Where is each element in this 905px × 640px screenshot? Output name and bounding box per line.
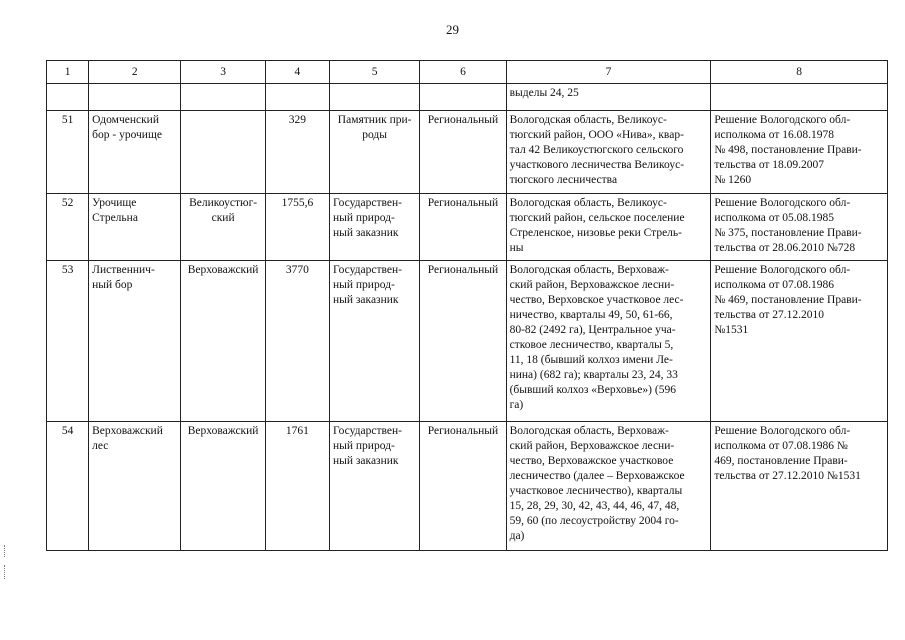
significance-cell: Региональный — [420, 111, 506, 194]
name-cell: Одомченский бор - урочище — [89, 111, 181, 194]
continuation-row — [47, 84, 888, 111]
column-number: 8 — [711, 61, 888, 84]
name-cell: Урочище Стрельна — [89, 194, 181, 261]
district-cell: Верховажский — [181, 422, 265, 551]
name-cell: Верховажский лес — [89, 422, 181, 551]
protected-areas-table — [46, 60, 888, 551]
significance-cell: Региональный — [420, 422, 506, 551]
table-row — [47, 111, 888, 194]
significance-cell: Региональный — [420, 194, 506, 261]
decision-cell: Решение Вологодского обл- исполкома от 07.08.1986 № 469, постановление Прави- тельства от 27.12.2010 №1531 — [711, 422, 888, 551]
row-number-cell: 52 — [47, 194, 89, 261]
column-number: 1 — [47, 61, 89, 84]
area-cell: 3770 — [265, 261, 329, 422]
area-cell: 329 — [265, 111, 329, 194]
table-row — [47, 194, 888, 261]
column-number: 2 — [89, 61, 181, 84]
area-cell: 1761 — [265, 422, 329, 551]
category-cell: Государствен- ный природ- ный заказник — [329, 194, 419, 261]
location-cell: выделы 24, 25 — [506, 84, 711, 111]
column-number: 6 — [420, 61, 506, 84]
significance-cell: Региональный — [420, 261, 506, 422]
column-number: 7 — [506, 61, 711, 84]
category-cell: Памятник при- роды — [329, 111, 419, 194]
district-cell: Верховажский — [181, 261, 265, 422]
district-cell — [181, 111, 265, 194]
decision-cell: Решение Вологодского обл- исполкома от 07.08.1986 № 469, постановление Прави- тельства от 27.12.2010 №1531 — [711, 261, 888, 422]
district-cell: Великоустюг- ский — [181, 194, 265, 261]
location-cell: Вологодская область, Великоус- тюгский район, ООО «Нива», квар- тал 42 Великоустюгского сельского участкового лесничества Великоус- тюгского лесничества — [506, 111, 711, 194]
column-number-row — [47, 61, 888, 84]
location-cell: Вологодская область, Верховаж- ский район, Верховажское лесни- чество, Верховажское участковое лесничество (далее – Верховажское участковое лесничество), кварталы 15, 28, 29, 30, 42, 43, 44, 46, 47, 48, 59, 60 (по лесоустройству 2004 го- да) — [506, 422, 711, 551]
decision-cell: Решение Вологодского обл- исполкома от 05.08.1985 № 375, постановление Прави- тельства от 28.06.2010 №728 — [711, 194, 888, 261]
column-number: 5 — [329, 61, 419, 84]
category-cell: Государствен- ный природ- ный заказник — [329, 422, 419, 551]
name-cell: Лиственнич- ный бор — [89, 261, 181, 422]
location-cell: Вологодская область, Великоус- тюгский район, сельское поселение Стреленское, низовье реки Стрель- ны — [506, 194, 711, 261]
row-number-cell: 51 — [47, 111, 89, 194]
category-cell: Государствен- ный природ- ный заказник — [329, 261, 419, 422]
area-cell: 1755,6 — [265, 194, 329, 261]
table-row — [47, 261, 888, 422]
scan-margin-mark — [4, 565, 7, 579]
scan-margin-mark — [4, 545, 7, 557]
row-number-cell: 54 — [47, 422, 89, 551]
column-number: 4 — [265, 61, 329, 84]
table-row — [47, 422, 888, 551]
row-number-cell: 53 — [47, 261, 89, 422]
decision-cell: Решение Вологодского обл- исполкома от 16.08.1978 № 498, постановление Прави- тельства от 18.09.2007 № 1260 — [711, 111, 888, 194]
page-number: 29 — [446, 22, 459, 37]
column-number: 3 — [181, 61, 265, 84]
location-cell: Вологодская область, Верховаж- ский район, Верховажское лесни- чество, Верховское участковое лес- ничество, кварталы 49, 50, 61-66, 80-82 (2492 га), Центральное уча- стковое лесничество, кварталы 5, 11, 18 (бывший колхоз имени Ле- нина) (682 га); кварталы 23, 24, 33 (бывший колхоз «Верховье») (596 га) — [506, 261, 711, 422]
